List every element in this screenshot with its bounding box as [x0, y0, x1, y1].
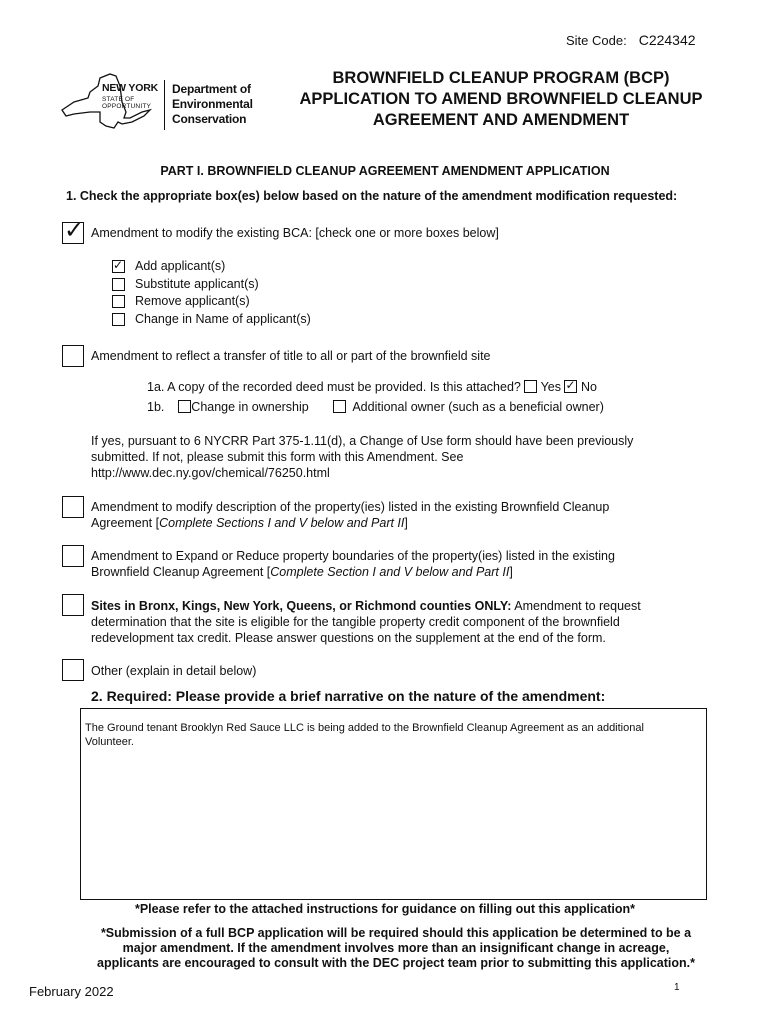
modify-bca-checkbox[interactable]	[62, 216, 85, 244]
list-item	[112, 311, 311, 329]
list-item	[112, 293, 311, 311]
transfer-title-checkbox[interactable]	[62, 345, 84, 367]
deed-no-label: No	[580, 380, 597, 394]
submission-note: *Submission of a full BCP application will be required should this application be determined to be a major amendment. If the amendment involves more than an insignificant change in acreage, applicants are encouraged to consult with the DEC project team prior to submitting this application.*	[97, 926, 695, 970]
sites-counties-label: Sites in Bronx, Kings, New York, Queens, or Richmond counties ONLY: Amendment to request determination that the site is eligible for the tangible property credit component of the brownfield redevelopment tax credit. Please answer questions on the supplement at the end of the form.	[91, 599, 641, 645]
narrative-textarea[interactable]	[80, 708, 707, 900]
remove-applicant-label: Remove applicant(s)	[135, 294, 250, 308]
sites-counties-checkbox[interactable]	[62, 594, 84, 616]
check-icon: ✓	[565, 378, 576, 392]
narrative-text: The Ground tenant Brooklyn Red Sauce LLC is being added to the Brownfield Cleanup Agreement as an additional Volunteer.	[85, 722, 644, 748]
footer-date: February 2022	[29, 984, 114, 999]
modify-bca-label: Amendment to modify the existing BCA: [check one or more boxes below]	[91, 226, 499, 240]
add-applicant-checkbox[interactable]	[112, 260, 125, 273]
change-name-label: Change in Name of applicant(s)	[135, 311, 311, 326]
change-of-use-note: If yes, pursuant to 6 NYCRR Part 375-1.11(d), a Change of Use form should have been previously submitted. If not, please submit this form with this Amendment. See http://www.dec.ny.gov/chemical/76250.html	[91, 433, 711, 481]
part-heading: PART I. BROWNFIELD CLEANUP AGREEMENT AMENDMENT APPLICATION	[160, 164, 610, 178]
logo-state-of-opportunity: STATE OF OPPORTUNITY	[102, 96, 152, 110]
list-item	[112, 258, 311, 276]
modify-description-label: Amendment to modify description of the property(ies) listed in the existing Brownfield Cleanup Agreement [Complete Sections I and V below and Part II]	[91, 500, 610, 530]
transfer-title-label: Amendment to reflect a transfer of title to all or part of the brownfield site	[91, 349, 491, 363]
instructions-note: *Please refer to the attached instructions for guidance on filling out this application*	[134, 902, 636, 916]
add-applicant-label: Add applicant(s)	[135, 259, 226, 273]
change-name-checkbox[interactable]	[112, 313, 125, 326]
substitute-applicant-label: Substitute applicant(s)	[135, 276, 259, 291]
deed-yes-checkbox[interactable]	[524, 380, 537, 393]
expand-reduce-label: Amendment to Expand or Reduce property boundaries of the property(ies) listed in the existing Brownfield Cleanup Agreement [Complete Section I and V below and Part II]	[91, 549, 615, 579]
deed-yes-label: Yes	[540, 380, 561, 394]
remove-applicant-checkbox[interactable]	[112, 295, 125, 308]
logo-new-york: NEW YORK	[102, 82, 158, 94]
deed-question: 1a. A copy of the recorded deed must be provided. Is this attached? Yes ✓ No	[147, 378, 597, 394]
deed-no-checkbox[interactable]	[564, 380, 577, 393]
other-checkbox[interactable]	[62, 659, 84, 681]
question-1: 1. Check the appropriate box(es) below based on the nature of the amendment modification requested:	[66, 189, 678, 203]
change-ownership-checkbox[interactable]	[178, 400, 191, 413]
other-label: Other (explain in detail below)	[91, 664, 257, 678]
modify-description-checkbox[interactable]	[62, 496, 84, 518]
substitute-applicant-checkbox[interactable]	[112, 278, 125, 291]
additional-owner-checkbox[interactable]	[333, 400, 346, 413]
change-of-use-link[interactable]: http://www.dec.ny.gov/chemical/76250.html	[91, 466, 330, 480]
change-ownership-label: Change in ownership	[191, 400, 309, 414]
site-code-value: C224342	[638, 32, 696, 48]
site-code-label: Site Code:	[566, 33, 627, 48]
nys-dec-logo	[60, 72, 270, 138]
logo-divider	[164, 80, 165, 130]
list-item	[112, 276, 311, 294]
applicant-change-list	[112, 258, 311, 328]
logo-department-name: Department of Environmental Conservation	[172, 82, 253, 126]
additional-owner-label: Additional owner (such as a beneficial owner)	[352, 400, 604, 414]
ownership-question: 1b. Change in ownership Additional owner (such as a beneficial owner)	[147, 400, 604, 414]
check-icon: ✓	[64, 216, 85, 244]
page-number: 1	[674, 982, 680, 993]
site-code	[566, 32, 696, 48]
question-2: 2. Required: Please provide a brief narrative on the nature of the amendment:	[91, 688, 606, 704]
expand-reduce-checkbox[interactable]	[62, 545, 84, 567]
check-icon: ✓	[113, 258, 124, 273]
document-title: BROWNFIELD CLEANUP PROGRAM (BCP) APPLICATION TO AMEND BROWNFIELD CLEANUP AGREEMENT AND AMENDMENT	[299, 69, 703, 129]
